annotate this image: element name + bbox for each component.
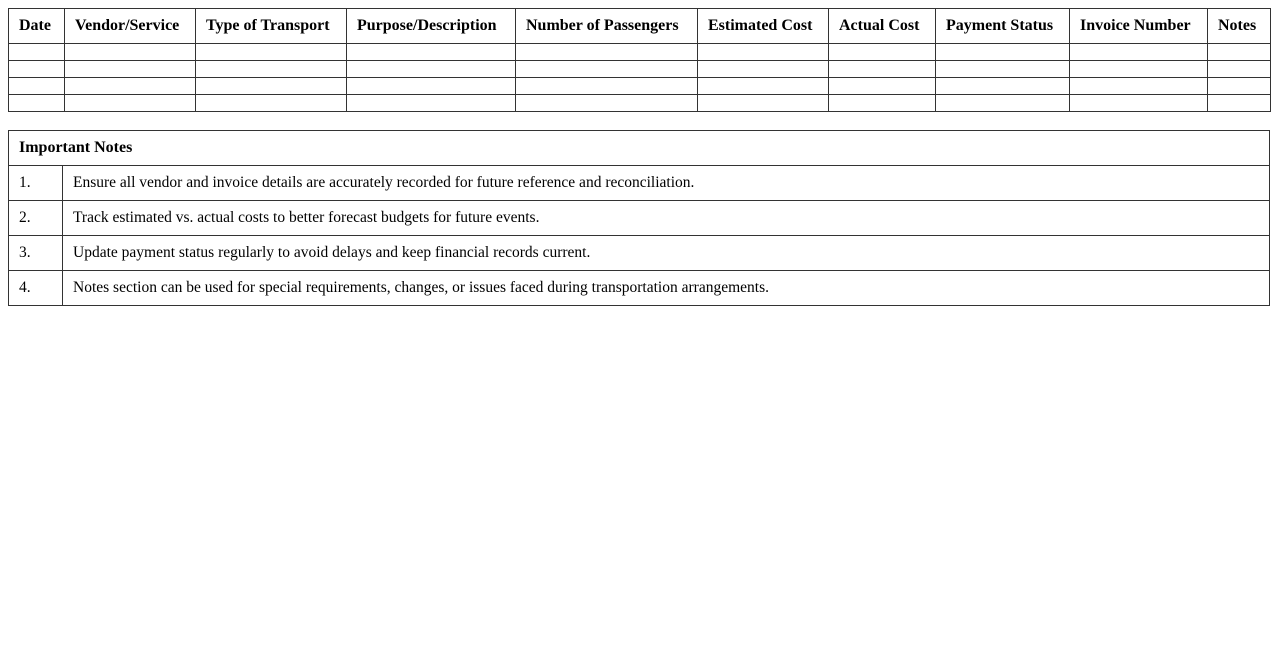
table-cell[interactable] — [196, 44, 347, 61]
transport-log-table — [8, 8, 1271, 112]
table-cell[interactable] — [698, 95, 829, 112]
table-cell[interactable] — [829, 44, 936, 61]
note-number: 3. — [9, 236, 63, 271]
col-header-purpose: Purpose/Description — [347, 9, 516, 44]
table-row — [9, 44, 1271, 61]
table-cell[interactable] — [516, 78, 698, 95]
table-cell[interactable] — [1070, 78, 1208, 95]
table-cell[interactable] — [196, 78, 347, 95]
col-header-vendor: Vendor/Service — [65, 9, 196, 44]
table-cell[interactable] — [196, 95, 347, 112]
note-text: Notes section can be used for special requirements, changes, or issues faced during transportation arrangements. — [63, 271, 1270, 306]
notes-title: Important Notes — [9, 131, 1270, 166]
table-cell[interactable] — [698, 61, 829, 78]
note-item — [9, 166, 1270, 201]
col-header-notes: Notes — [1208, 9, 1271, 44]
table-cell[interactable] — [65, 61, 196, 78]
table-cell[interactable] — [347, 61, 516, 78]
table-cell[interactable] — [347, 95, 516, 112]
table-cell[interactable] — [1070, 61, 1208, 78]
table-row — [9, 61, 1271, 78]
table-cell[interactable] — [65, 78, 196, 95]
table-cell[interactable] — [196, 61, 347, 78]
table-cell[interactable] — [9, 61, 65, 78]
table-cell[interactable] — [698, 78, 829, 95]
note-number: 1. — [9, 166, 63, 201]
table-cell[interactable] — [1208, 61, 1271, 78]
col-header-payment-status: Payment Status — [936, 9, 1070, 44]
table-cell[interactable] — [1208, 44, 1271, 61]
table-row — [9, 78, 1271, 95]
table-cell[interactable] — [829, 61, 936, 78]
table-cell[interactable] — [829, 78, 936, 95]
table-cell[interactable] — [1208, 78, 1271, 95]
col-header-actual-cost: Actual Cost — [829, 9, 936, 44]
table-cell[interactable] — [65, 44, 196, 61]
table-cell[interactable] — [347, 78, 516, 95]
table-cell[interactable] — [9, 44, 65, 61]
table-cell[interactable] — [1070, 95, 1208, 112]
table-cell[interactable] — [936, 78, 1070, 95]
note-text: Ensure all vendor and invoice details are accurately recorded for future reference and reconciliation. — [63, 166, 1270, 201]
note-number: 2. — [9, 201, 63, 236]
table-cell[interactable] — [936, 95, 1070, 112]
table-cell[interactable] — [9, 78, 65, 95]
table-row — [9, 95, 1271, 112]
header-row — [9, 9, 1271, 44]
note-text: Track estimated vs. actual costs to better forecast budgets for future events. — [63, 201, 1270, 236]
note-item — [9, 201, 1270, 236]
col-header-date: Date — [9, 9, 65, 44]
col-header-passengers: Number of Passengers — [516, 9, 698, 44]
table-cell[interactable] — [516, 44, 698, 61]
table-cell[interactable] — [936, 44, 1070, 61]
col-header-invoice-number: Invoice Number — [1070, 9, 1208, 44]
notes-header-row — [9, 131, 1270, 166]
table-cell[interactable] — [936, 61, 1070, 78]
table-cell[interactable] — [347, 44, 516, 61]
table-cell[interactable] — [516, 61, 698, 78]
table-cell[interactable] — [829, 95, 936, 112]
table-cell[interactable] — [516, 95, 698, 112]
note-text: Update payment status regularly to avoid delays and keep financial records current. — [63, 236, 1270, 271]
col-header-transport-type: Type of Transport — [196, 9, 347, 44]
note-item — [9, 271, 1270, 306]
important-notes-table — [8, 130, 1270, 306]
table-cell[interactable] — [1070, 44, 1208, 61]
table-cell[interactable] — [65, 95, 196, 112]
table-cell[interactable] — [698, 44, 829, 61]
note-number: 4. — [9, 271, 63, 306]
note-item — [9, 236, 1270, 271]
col-header-estimated-cost: Estimated Cost — [698, 9, 829, 44]
table-cell[interactable] — [9, 95, 65, 112]
table-cell[interactable] — [1208, 95, 1271, 112]
